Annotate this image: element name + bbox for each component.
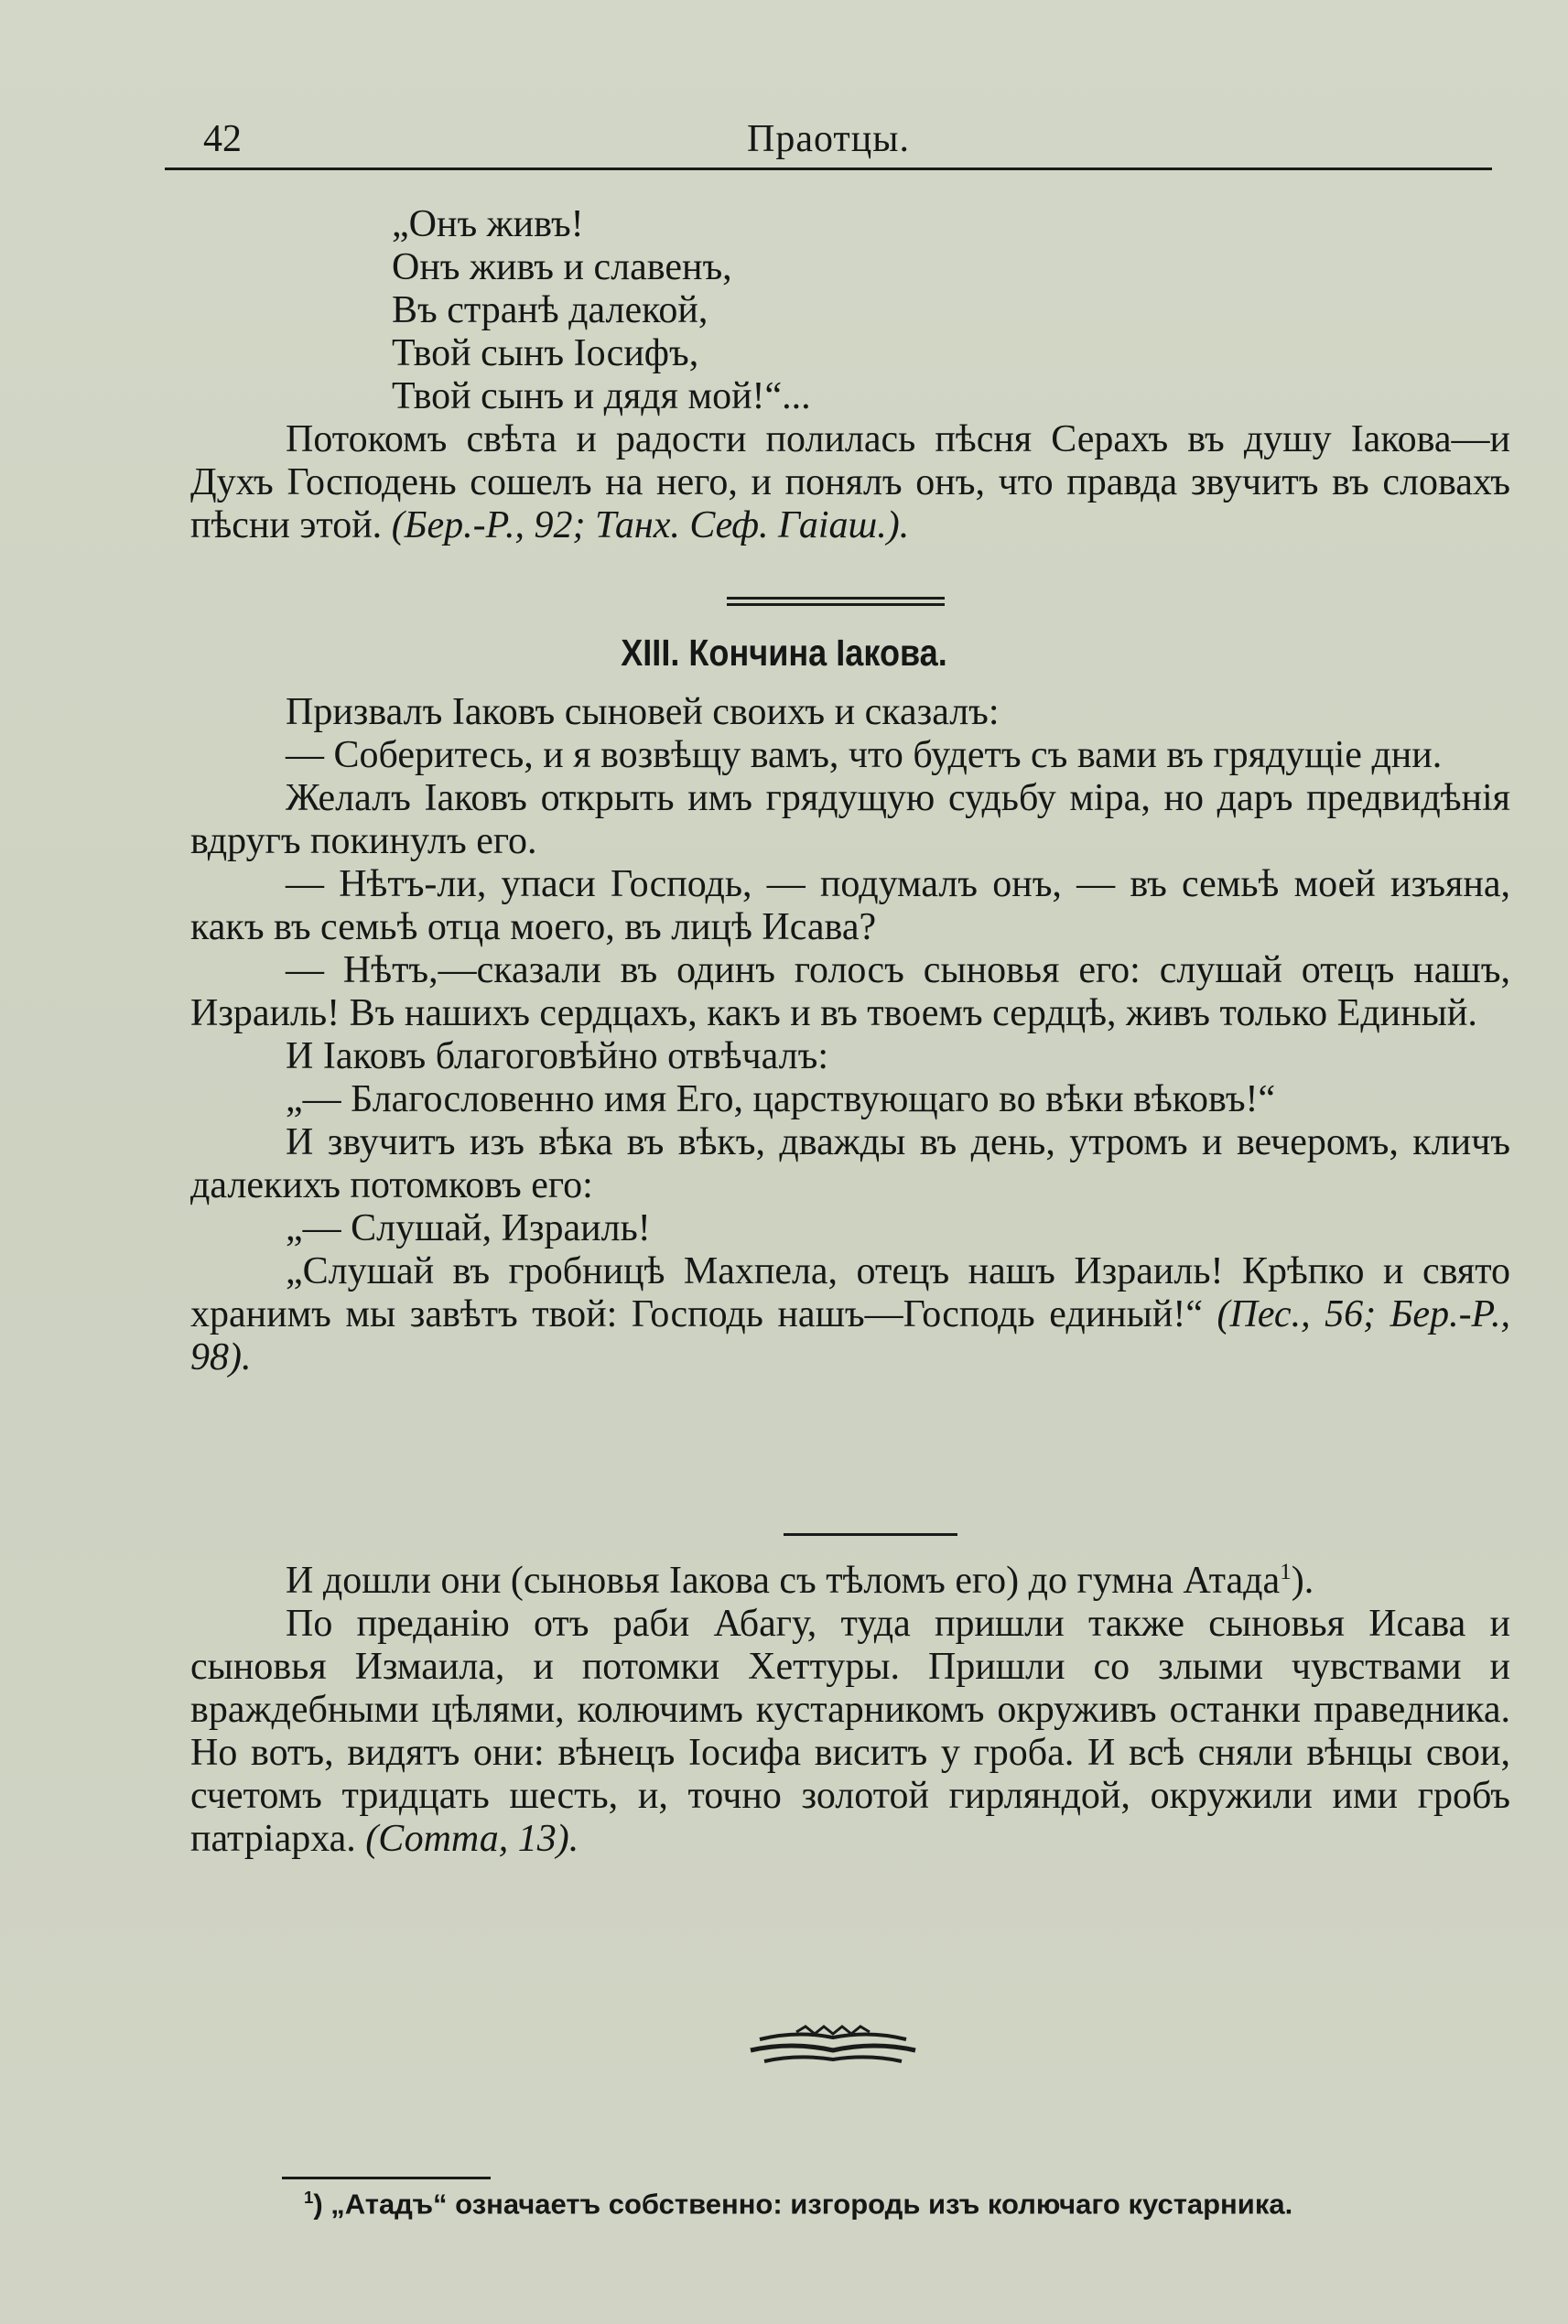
poem-line: Твой сынъ Іосифъ,: [392, 332, 699, 374]
source-reference: (Пес., 56; Бер.-Р., 98).: [190, 1293, 1511, 1378]
paragraph-text: По преданію отъ раби Абагу, туда пришли также сыновья Исава и сыновья Измаила, и потомки Хеттуры. Пришли со злыми чувствами и враждебными цѣлями, колючимъ кустарникомъ окруживъ останки праведника. Но вотъ, видятъ они: вѣнецъ Іосифа виситъ у гроба. И всѣ сняли вѣнцы свои, счетомъ тридцать шесть, и, точно золотой гирляндой, окружили ими гробъ патріарха.: [190, 1603, 1510, 1860]
paragraph: — Соберитесь, и я возвѣщу вамъ, что будетъ съ вами въ грядущіе дни.: [286, 734, 1443, 776]
running-header: [165, 117, 1492, 163]
source-reference: (Бер.-Р., 92; Танх. Сеф. Гаіаш.).: [391, 504, 910, 546]
footnote-rule: [282, 2177, 491, 2179]
source-reference: (Сотта, 13).: [365, 1818, 579, 1860]
section-title: XIII. Кончина Іакова.: [621, 632, 947, 674]
ornament-flourish-icon: [741, 2023, 925, 2078]
paragraph: — Нѣтъ,—сказали въ одинъ голосъ сыновья его: слушай отецъ нашъ, Израиль! Въ нашихъ сердцахъ, какъ и въ твоемъ сердцѣ, живъ только Единый.: [190, 949, 1510, 1034]
paragraph: „— Благословенно имя Его, царствующаго во вѣки вѣковъ!“: [286, 1078, 1276, 1120]
dialogue-block: [190, 691, 1510, 1379]
footnote-mark: 1: [304, 2188, 314, 2207]
page-number: 42: [203, 118, 242, 160]
footnote: [304, 2188, 1292, 2221]
poem-line: Твой сынъ и дядя мой!“...: [392, 375, 811, 417]
paragraph: И звучитъ изъ вѣка въ вѣкъ, дважды въ день, утромъ и вечеромъ, кличъ далекихъ потомковъ его:: [190, 1121, 1510, 1206]
paragraph: „— Слушай, Израиль!: [286, 1207, 651, 1249]
short-rule-divider: [784, 1533, 957, 1536]
paragraph: Желалъ Іаковъ открыть имъ грядущую судьбу міра, но даръ предвидѣнія вдругъ покинулъ его.: [190, 777, 1510, 862]
poem-line: Онъ живъ и славенъ,: [392, 246, 732, 288]
burial-block: [190, 1551, 1510, 1861]
paragraph: [190, 1250, 1510, 1379]
paragraph-text: И дошли они (сыновья Іакова съ тѣломъ его) до гумна Атада: [286, 1560, 1281, 1602]
running-title: Праотцы.: [747, 118, 910, 160]
poem-line: „Онъ живъ!: [392, 203, 584, 245]
poem: [392, 203, 811, 418]
paragraph: И Іаковъ благоговѣйно отвѣчалъ:: [286, 1035, 829, 1077]
paragraph: [190, 1603, 1510, 1861]
poem-line: Въ странѣ далекой,: [392, 289, 708, 331]
paragraph-text: Потокомъ свѣта и радости полилась пѣсня Серахъ въ душу Іакова—и Духъ Господень сошелъ на него, и понялъ онъ, что правда звучитъ въ словахъ пѣсни этой.: [190, 418, 1510, 546]
paragraph-serah-song: [190, 418, 1510, 547]
footnote-mark: 1: [1280, 1560, 1292, 1584]
paragraph: Призвалъ Іаковъ сыновей своихъ и сказалъ:: [286, 691, 1000, 733]
paragraph-text: „Слушай въ гробницѣ Махпела, отецъ нашъ Израиль! Крѣпко и свято хранимъ мы завѣтъ твой: Господь нашъ—Господь единый!“: [190, 1250, 1510, 1335]
paragraph: — Нѣтъ-ли, упаси Господь, — подумалъ онъ, — въ семьѣ моей изъяна, какъ въ семьѣ отца моего, въ лицѣ Исава?: [190, 863, 1510, 948]
double-rule-divider: [727, 597, 945, 608]
header-rule: [165, 168, 1492, 170]
footnote-text: ) „Атадъ“ означаетъ собственно: изгородь изъ колючаго кустарника.: [313, 2188, 1293, 2221]
paragraph-text-end: ).: [1291, 1560, 1314, 1602]
paragraph: [190, 1551, 1510, 1603]
